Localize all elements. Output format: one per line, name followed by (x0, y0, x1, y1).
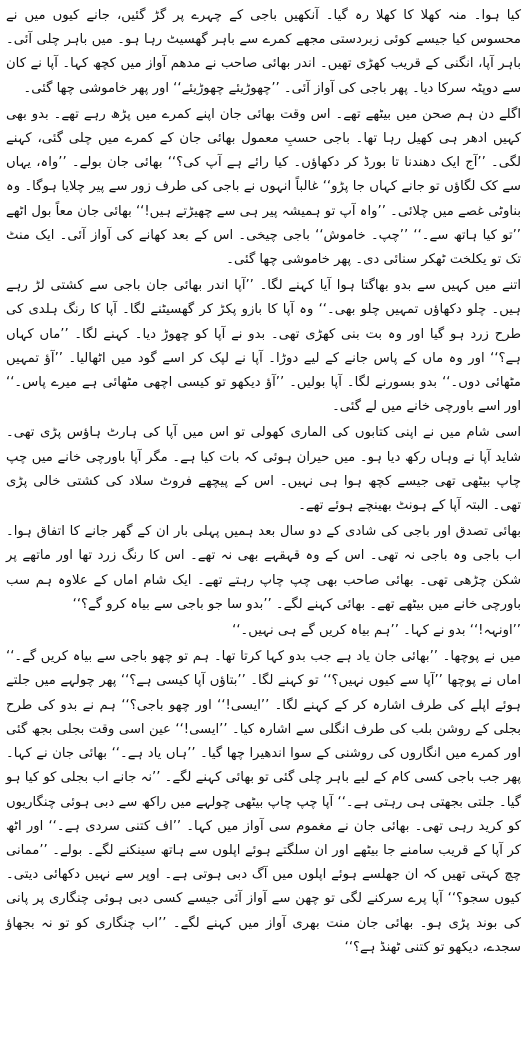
paragraph-1: کیا ہوا۔ منہ کھلا کا کھلا رہ گیا۔ آنکھیں باجی کے چہرے پر گڑ گئیں، جانے کیوں میں نے محسوس کیا جیسے کوئی زبردستی مجھے کمرے سے باہر گھسیٹ رہا ہو۔ میں باہر چلی آئی۔ باہر آپا، انگنی کے قریب کھڑی تھیں۔ اندر بھائی صاحب نے مدھم آواز میں کچھ کہا۔ آپا نے کان سے دوپٹہ سرکا دیا۔ پھر باجی کی آواز آئی۔ ’’چھوڑیئے چھوڑیئے‘‘ اور پھر خاموشی چھا گئی۔ (6, 8, 521, 96)
paragraph-3: اتنے میں کہیں سے بدو بھاگتا ہوا آیا کہنے لگا۔ ’’آپا اندر بھائی جان باجی سے کشتی لڑ رہے ہیں۔ چلو دکھاؤں تمہیں چلو بھی۔‘‘ وہ آپا کا بازو پکڑ کر گھسیٹنے لگا۔ آپا کا رنگ ہلدی کی طرح زرد ہو گیا اور وہ بت بنی کھڑی تھی۔ بدو نے آپا کو چھوڑ دیا۔ کہنے لگا۔ ’’ماں کہاں ہے؟‘‘ اور وہ ماں کے پاس جانے کے لیے دوڑا۔ آپا نے لپک کر اسے گود میں اٹھالیا۔ ’’آؤ تمہیں مٹھائی دوں۔‘‘ بدو بسورنے لگا۔ آپا بولیں۔ ’’آؤ دیکھو تو کیسی اچھی مٹھائی ہے میرے پاس۔‘‘ اور اسے باورچی خانے میں لے گئی۔ (6, 278, 521, 415)
paragraph-2: اگلے دن ہم صحن میں بیٹھے تھے۔ اس وقت بھائی جان اپنے کمرے میں پڑھ رہے تھے۔ بدو بھی کہیں ادھر ہی کھیل رہا تھا۔ باجی حسبِ معمول بھائی جان کے کمرے میں چلی گئی، کہنے لگی۔ ’’آج ایک دھندنا تا بورڈ کر دکھاؤں۔ کیا رائے ہے آپ کی؟‘‘ بھائی جان بولے۔ ’’واہ، یہاں سے کک لگاؤں تو جانے کہاں جا پڑو‘‘ غالباً انہوں نے باجی کی طرف زور سے پیر چلایا ہوگا۔ وہ بناوٹی غصے میں چلائی۔ ’’واہ آپ تو ہمیشہ پیر ہی سے چھیڑتے ہیں!‘‘ بھائی جان معاً بول اٹھے ’’تو کیا ہاتھ سے۔‘‘ ’’چپ۔ خاموش‘‘ باجی چیخی۔ اس کے بعد کھانے کی آواز آئی۔ ایک منٹ تک تو یکلخت ٹھکر سنائی دی۔ پھر خاموشی چھا گئی۔ (6, 106, 521, 268)
paragraph-7: میں نے پوچھا۔ ’’بھائی جان یاد ہے جب بدو کہا کرتا تھا۔ ہم تو چھو باجی سے بیاہ کریں گے۔‘‘ اماں نے پوچھا ’’آپا سے کیوں نہیں؟‘‘ تو کہنے لگا۔ ’’بتاؤں آپا کیسی ہے؟‘‘ پھر چولہے میں جلتے ہوئے اپلے کی طرف اشارہ کر کے کہنے لگا۔ ’’ایسی!‘‘ اور چھو باجی؟‘‘ ہم نے بدو کی طرح بجلی کے روشن بلب کی طرف انگلی سے اشارہ کیا۔ ’’ایسی!‘‘ عین اسی وقت بجلی بجھ گئی اور کمرے میں انگاروں کی روشنی کے سوا اندھیرا چھا گیا۔ ’’ہاں یاد ہے۔‘‘ بھائی جان نے کہا۔ پھر جب باجی کسی کام کے لیے باہر چلی گئی تو بھائی کہنے لگے۔ ’’نہ جانے اب بجلی کو کیا ہو گیا۔ جلتی بجھتی ہی رہتی ہے۔‘‘ آپا چپ چاپ بیٹھی چولہے میں راکھ سے دبی ہوئی چنگاریوں کو کرید رہی تھی۔ بھائی جان نے مغموم سی آواز میں کہا۔ ’’اف کتنی سردی ہے۔‘‘ اور اٹھ کر آپا کے قریب سامنے جا بیٹھے اور ان سلگتے ہوئے اپلوں سے ہاتھ سینکنے لگے۔ بولے۔ ’’ممانی چچ کہتی تھیں کہ ان جھلسے ہوئے اپلوں میں آگ دبی ہوتی ہے۔ اوپر سے نہیں دکھائی دیتی۔ کیوں سجو؟‘‘ آپا پرے سرکنے لگی تو چھن سے آواز آئی جیسے کسی دبی ہوئی چنگاری پر پانی کی بوند پڑی ہو۔ بھائی جان منت بھری آواز میں کہنے لگے۔ ’’اب چنگاری کو تو نہ بجھاؤ سجدے، دیکھو تو کتنی ٹھنڈ ہے؟‘‘ (6, 649, 521, 955)
paragraph-5: بھائی تصدق اور باجی کی شادی کے دو سال بعد ہمیں پہلی بار ان کے گھر جانے کا اتفاق ہوا۔ اب باجی وہ باجی نہ تھی۔ اس کے وہ قہقہے بھی نہ تھے۔ اس کا رنگ زرد تھا اور ماتھے پر شکن چڑھی تھی۔ بھائی صاحب بھی چپ چاپ رہتے تھے۔ ایک شام اماں کے علاوہ ہم سب باورچی خانے میں بیٹھے تھے۔ بھائی کہنے لگے۔ ’’بدو سا جو باجی سے بیاہ کرو گے؟‘‘ (6, 524, 521, 612)
paragraph-6: ’’اونہہ!‘‘ بدو نے کہا۔ ’’ہم بیاہ کریں گے ہی نہیں۔‘‘ (232, 623, 521, 639)
paragraph-4: اسی شام میں نے اپنی کتابوں کی الماری کھولی تو اس میں آپا کی ہارٹ ہاؤس پڑی تھی۔ شاید آپا نے وہاں رکھ دیا ہو۔ میں حیران ہوئی کہ بات کیا ہے۔ مگر آپا باورچی خانے میں چپ چاپ بیٹھی تھی جیسے کچھ ہوا ہی نہیں۔ اس کے پیچھے فروٹ سلاد کی کشتی خالی پڑی تھی۔ البتہ آپا کے ہونٹ بھینچے ہوئے تھے۔ (6, 425, 521, 514)
